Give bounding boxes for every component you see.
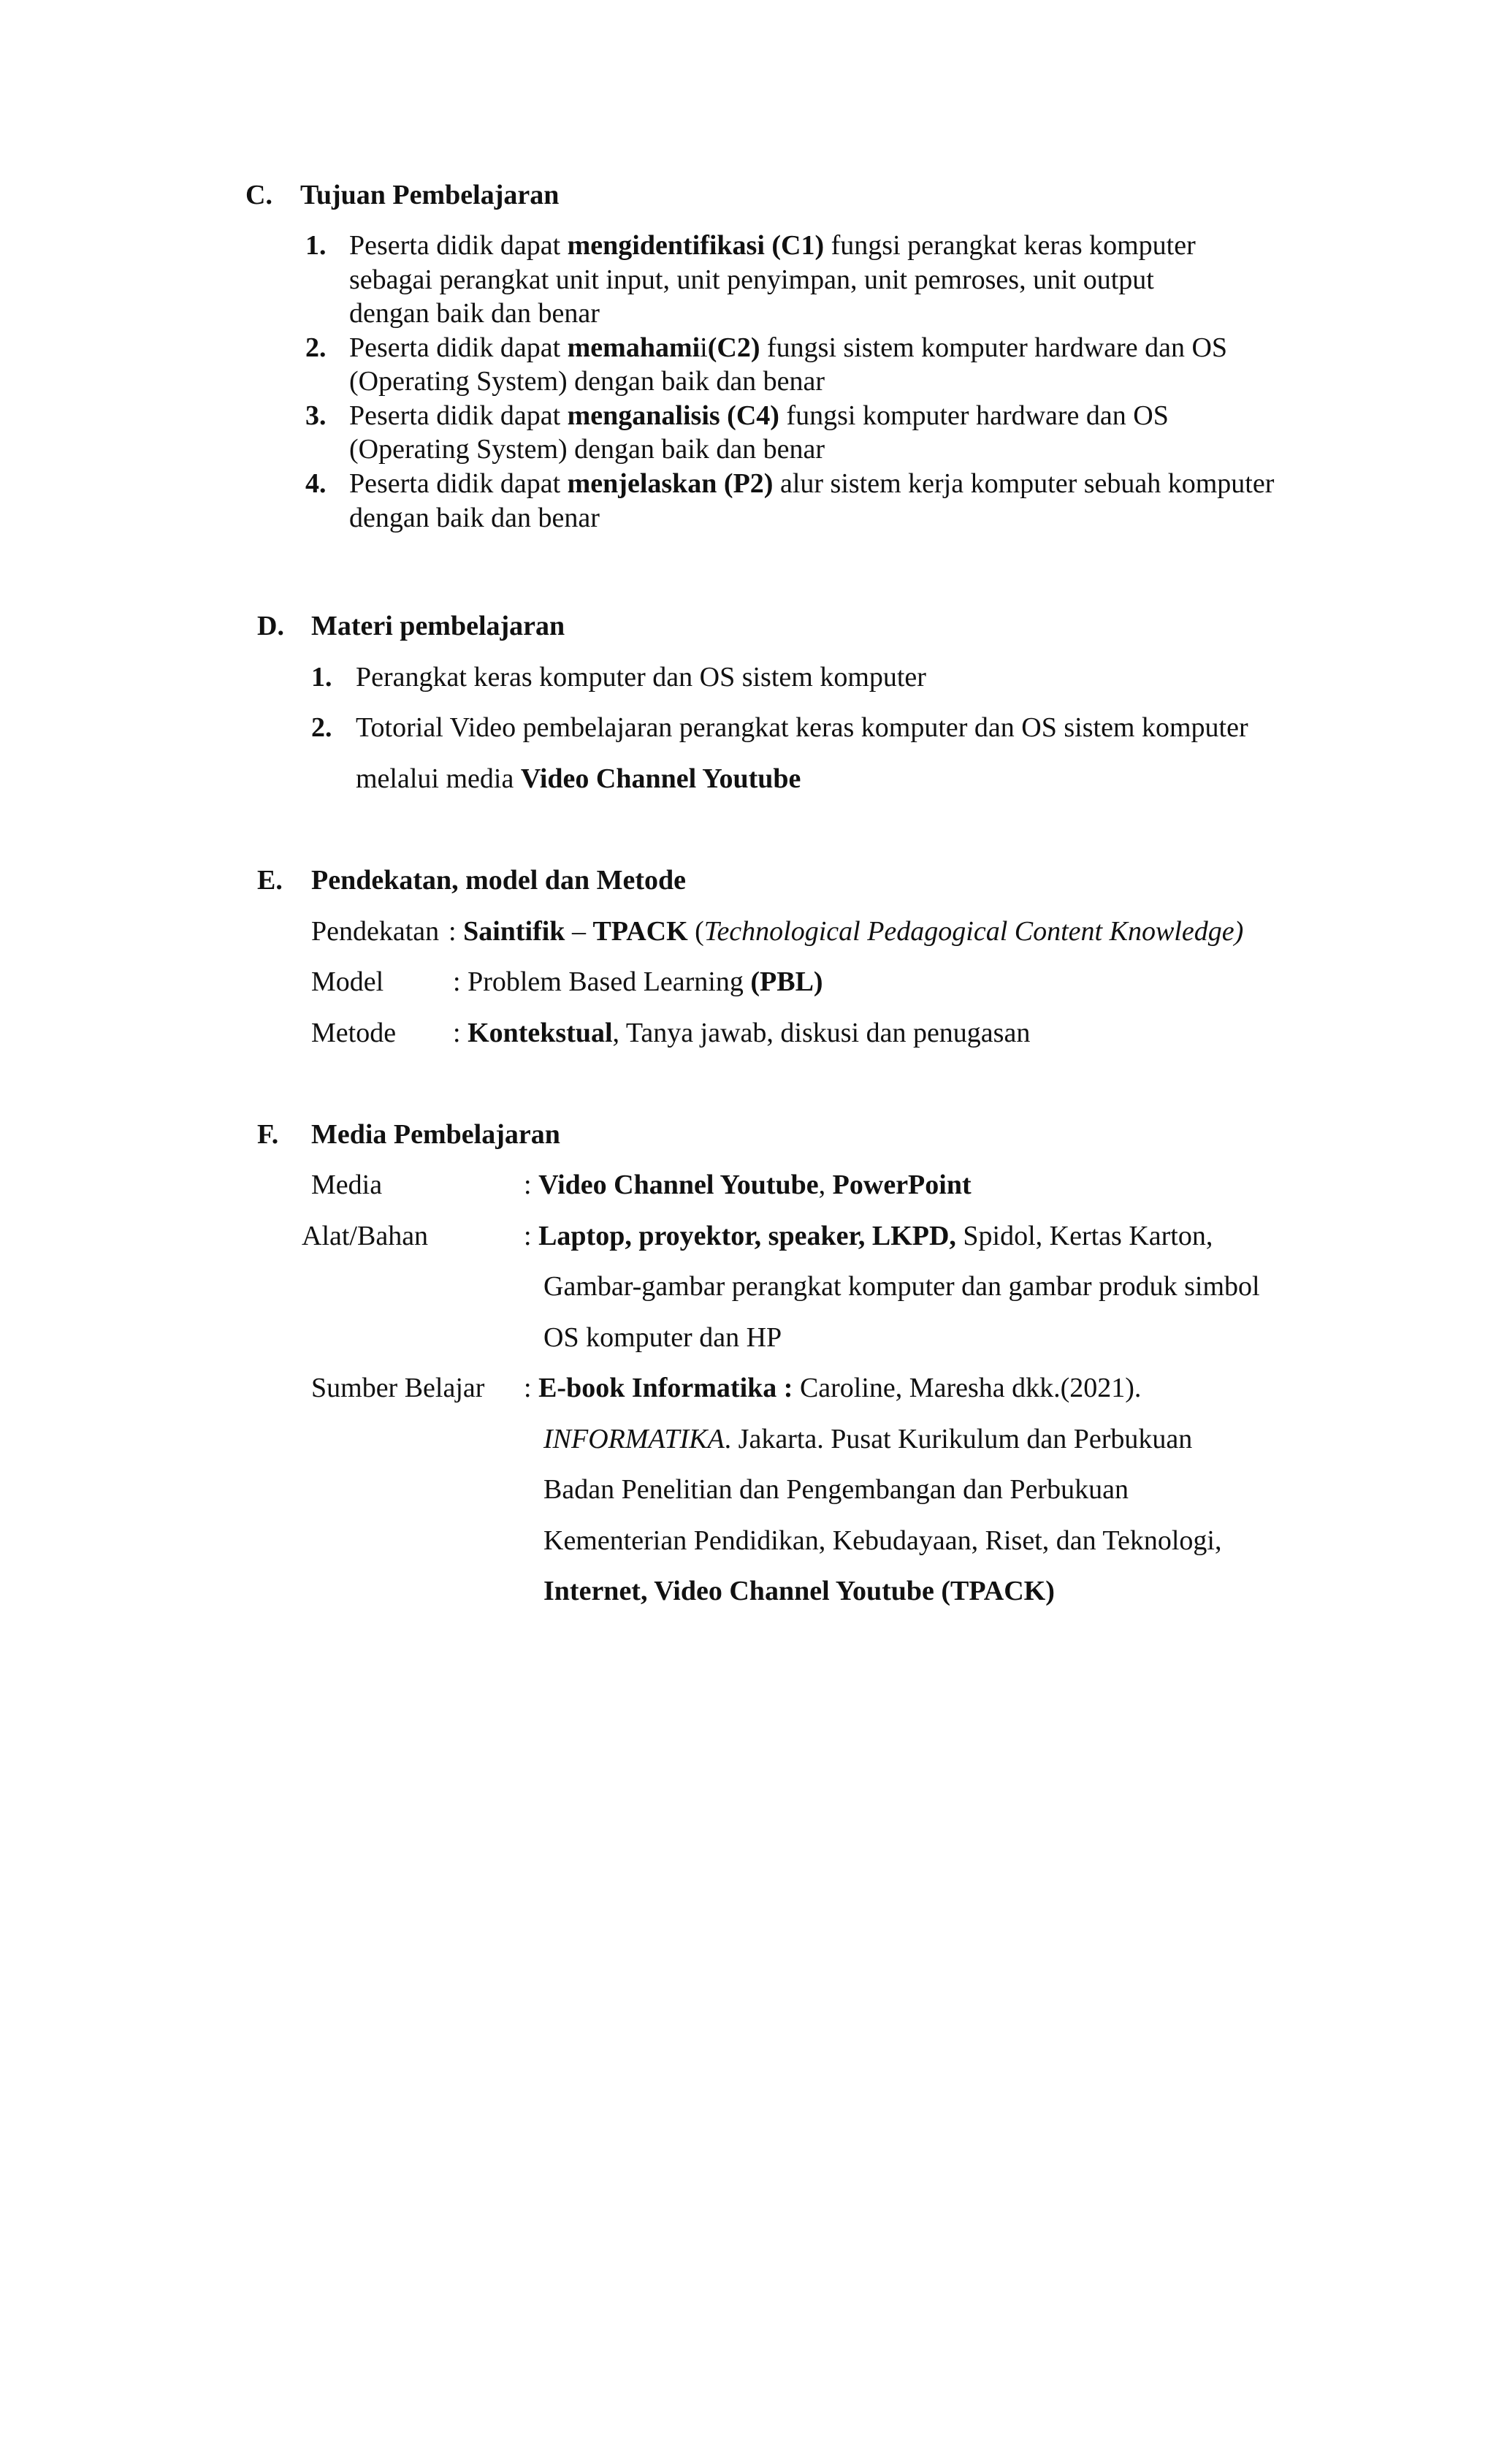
list-item-number: 1.	[311, 662, 332, 693]
list-item-text: sebagai perangkat unit input, unit penyimpan, unit pemroses, unit output	[349, 264, 1154, 295]
section-c-letter: C.	[245, 180, 272, 210]
field-value-sumber-line: Internet, Video Channel Youtube (TPACK)	[543, 1576, 1055, 1606]
list-item-number: 1.	[305, 230, 327, 261]
field-value-sumber-line: Badan Penelitian dan Pengembangan dan Perbukuan	[543, 1474, 1129, 1505]
list-item-text: Peserta didik dapat menjelaskan (P2) alur sistem kerja komputer sebuah komputer	[349, 468, 1275, 499]
field-value-alat-bahan: : Laptop, proyektor, speaker, LKPD, Spidol, Kertas Karton,	[524, 1221, 1213, 1251]
section-f-title: Media Pembelajaran	[311, 1119, 560, 1150]
list-item-text: (Operating System) dengan baik dan benar	[349, 366, 825, 397]
section-e-title: Pendekatan, model dan Metode	[311, 865, 686, 896]
list-item-text: Perangkat keras komputer dan OS sistem komputer	[356, 662, 926, 693]
list-item-text: dengan baik dan benar	[349, 503, 600, 533]
field-value-sumber-line: Kementerian Pendidikan, Kebudayaan, Riset, dan Teknologi,	[543, 1525, 1222, 1556]
field-label-model: Model	[311, 966, 384, 997]
list-item-number: 3.	[305, 400, 327, 431]
list-item-text: melalui media Video Channel Youtube	[356, 763, 801, 794]
field-label-alat-bahan: Alat/Bahan	[302, 1221, 429, 1251]
field-value-alat-bahan-line: OS komputer dan HP	[543, 1322, 782, 1353]
list-item-number: 2.	[311, 712, 332, 743]
list-item-text: Peserta didik dapat menganalisis (C4) fungsi komputer hardware dan OS	[349, 400, 1169, 431]
list-item-text: Peserta didik dapat memahamii(C2) fungsi sistem komputer hardware dan OS	[349, 332, 1228, 363]
list-item-number: 2.	[305, 332, 327, 363]
list-item-number: 4.	[305, 468, 327, 499]
field-label-metode: Metode	[311, 1018, 397, 1048]
list-item-text: Peserta didik dapat mengidentifikasi (C1) fungsi perangkat keras komputer	[349, 230, 1196, 261]
list-item-text: (Operating System) dengan baik dan benar	[349, 434, 825, 465]
section-f-letter: F.	[257, 1119, 279, 1150]
section-d-letter: D.	[257, 611, 284, 641]
field-value-media: : Video Channel Youtube, PowerPoint	[524, 1170, 972, 1200]
field-value-metode: : Kontekstual, Tanya jawab, diskusi dan penugasan	[453, 1018, 1031, 1048]
field-label-pendekatan: Pendekatan	[311, 916, 440, 947]
field-label-media: Media	[311, 1170, 383, 1200]
field-value-sumber-belajar: : E-book Informatika : Caroline, Maresha dkk.(2021).	[524, 1373, 1142, 1403]
field-value-pendekatan: : Saintifik – TPACK (Technological Pedagogical Content Knowledge)	[449, 916, 1244, 947]
field-value-alat-bahan-line: Gambar-gambar perangkat komputer dan gambar produk simbol	[543, 1271, 1260, 1302]
section-d-title: Materi pembelajaran	[311, 611, 565, 641]
list-item-text: Totorial Video pembelajaran perangkat keras komputer dan OS sistem komputer	[356, 712, 1248, 743]
section-c-title: Tujuan Pembelajaran	[300, 180, 560, 210]
field-value-model: : Problem Based Learning (PBL)	[453, 966, 823, 997]
list-item-text: dengan baik dan benar	[349, 298, 600, 329]
section-e-letter: E.	[257, 865, 283, 896]
field-label-sumber-belajar: Sumber Belajar	[311, 1373, 485, 1403]
field-value-sumber-line: INFORMATIKA. Jakarta. Pusat Kurikulum dan Perbukuan	[543, 1424, 1193, 1454]
